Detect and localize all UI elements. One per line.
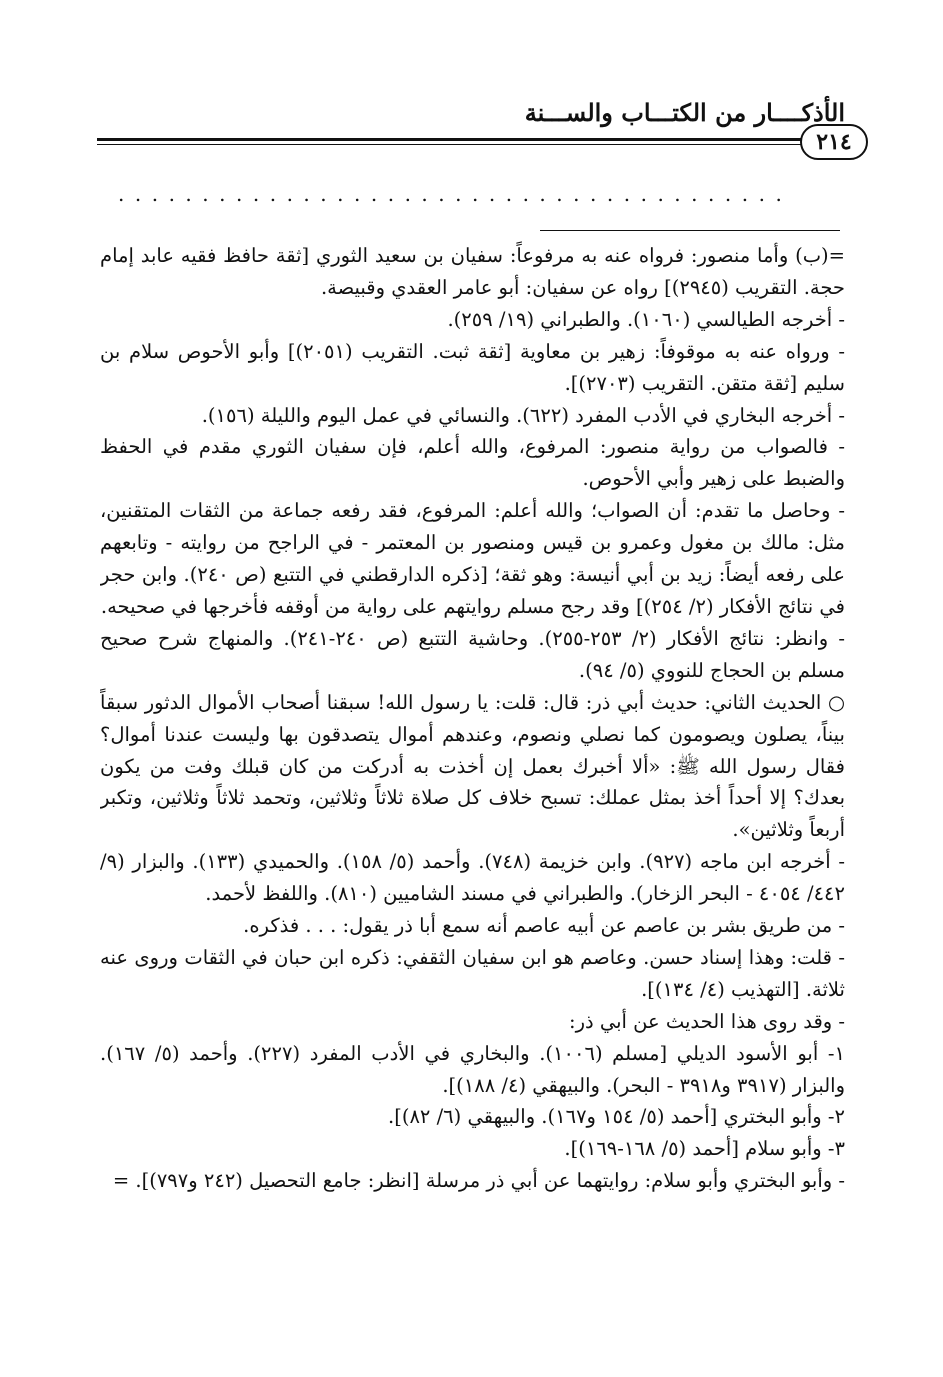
footnote-body xyxy=(100,240,845,1300)
page-number: ٢١٤ xyxy=(800,124,868,160)
header-rule-thin xyxy=(97,144,802,145)
paragraph-bukhari: - أخرجه البخاري في الأدب المفرد (٦٢٢). والنسائي في عمل اليوم والليلة (١٥٦). xyxy=(201,403,845,427)
paragraph-mawquf: - ورواه عنه به موقوفاً: زهير بن معاوية [ثقة ثبت. التقريب (٢٠٥١)] وأبو الأحوص سلام بن سليم [ثقة متقن. التقريب (٢٧٠٣)]. xyxy=(100,339,845,395)
header-rule-thick xyxy=(97,138,802,141)
section-dots-separator: ........................................ xyxy=(118,184,793,204)
paragraph-mansour: =(ب) وأما منصور: فرواه عنه به مرفوعاً: سفيان بن سعيد الثوري [ثقة حافظ فقيه عابد إمام حجة. التقريب (٢٩٤٥)] رواه عن سفيان: أبو عامر العقدي وقبيصة. xyxy=(100,244,845,299)
paragraph-isnad: - قلت: وهذا إسناد حسن. وعاصم هو ابن سفيان الثقفي: ذكره ابن حبان في الثقات وروى عنه ثلاثة. [التهذيب (٤/ ١٣٤)]. xyxy=(100,945,845,1001)
paragraph-tariq: - من طريق بشر بن عاصم عن أبيه عاصم أنه سمع أبا ذر يقول: . . . فذكره. xyxy=(243,914,845,938)
paragraph-sawab: - فالصواب من رواية منصور: المرفوع، والله أعلم، فإن سفيان الثوري مقدم في الحفظ والضبط على زهير وأبي الأحوص. xyxy=(100,435,845,491)
paragraph-mursal: - وأبو البختري وأبو سلام: روايتهما عن أبي ذر مرسلة [انظر: جامع التحصيل (٢٤٢ و٧٩٧)]. = xyxy=(112,1169,845,1193)
paragraph-unzur: - وانظر: نتائج الأفكار (٢/ ٢٥٣-٢٥٥). وحاشية التتبع (ص ٢٤٠-٢٤١). والمنهاج شرح صحيح مسلم بن الحجاج للنووي (٥/ ٩٤). xyxy=(100,626,845,682)
paragraph-takhrij: - أخرجه ابن ماجه (٩٢٧). وابن خزيمة (٧٤٨). وأحمد (٥/ ١٥٨). والحميدي (١٣٣). والبزار (٩/ ٤٤٢/ ٤٠٥٤ - البحر الزخار). والطبراني في مسند الشاميين (٨١٠). واللفظ لأحمد. xyxy=(100,850,845,906)
paragraph-item-one: ١- أبو الأسود الديلي [مسلم (١٠٠٦). والبخاري في الأدب المفرد (٢٢٧). وأحمد (٥/ ١٦٧). والبزار (٣٩١٧ و٣٩١٨ - البحر). والبيهقي (٤/ ١٨٨)]. xyxy=(100,1041,845,1097)
paragraph-hadith-two: ○ الحديث الثاني: حديث أبي ذر: قال: قلت: يا رسول الله! سبقنا أصحاب الأموال الدثور سبقاً بيناً، يصلون ويصومون كما نصلي ونصوم، وعندهم أموال يتصدقون بها وليست عندنا أموال؟ فقال رسول الله ﷺ: «ألا أخبرك بعمل إن أخذت به أدركت من كان قبلك وفت من يكون بعدك؟ إلا أحداً أخذ بمثل عملك: تسبح خلاف كل صلاة ثلاثاً وثلاثين، وتحمد ثلاثاً وثلاثين، وتكبر أربعاً وثلاثين». xyxy=(100,690,845,842)
footnote-rule xyxy=(540,230,840,231)
page-header xyxy=(0,0,943,190)
paragraph-tayalisi: - أخرجه الطيالسي (١٠٦٠). والطبراني (١٩/ ٢٥٩). xyxy=(447,307,845,331)
paragraph-item-three: ٣- وأبو سلام [أحمد (٥/ ١٦٨-١٦٩)]. xyxy=(564,1137,845,1161)
running-title: الأذكــــار من الكتـــاب والســـنة xyxy=(524,98,845,127)
paragraph-item-two: ٢- وأبو البختري [أحمد (٥/ ١٥٤ و١٦٧). والبيهقي (٦/ ٨٢)]. xyxy=(388,1105,845,1129)
paragraph-hasil: - وحاصل ما تقدم: أن الصواب؛ والله أعلم: المرفوع، فقد رفعه جماعة من الثقات المتقنين، مثل: مالك بن مغول وعمرو بن قيس ومنصور بن المعتمر - في الراجح من روايته - وتابعهم على رفعه أيضاً: زيد بن أبي أنيسة: وهو ثقة؛ [ذكره الدارقطني في التتبع (ص ٢٤٠). وابن حجر في نتائج الأفكار (٢/ ٢٥٤)] وقد رجح مسلم روايتهم على رواية من أوقفه فأخرجها في صحيحه. xyxy=(100,499,845,618)
paragraph-rawahu: - وقد روى هذا الحديث عن أبي ذر: xyxy=(569,1009,845,1033)
